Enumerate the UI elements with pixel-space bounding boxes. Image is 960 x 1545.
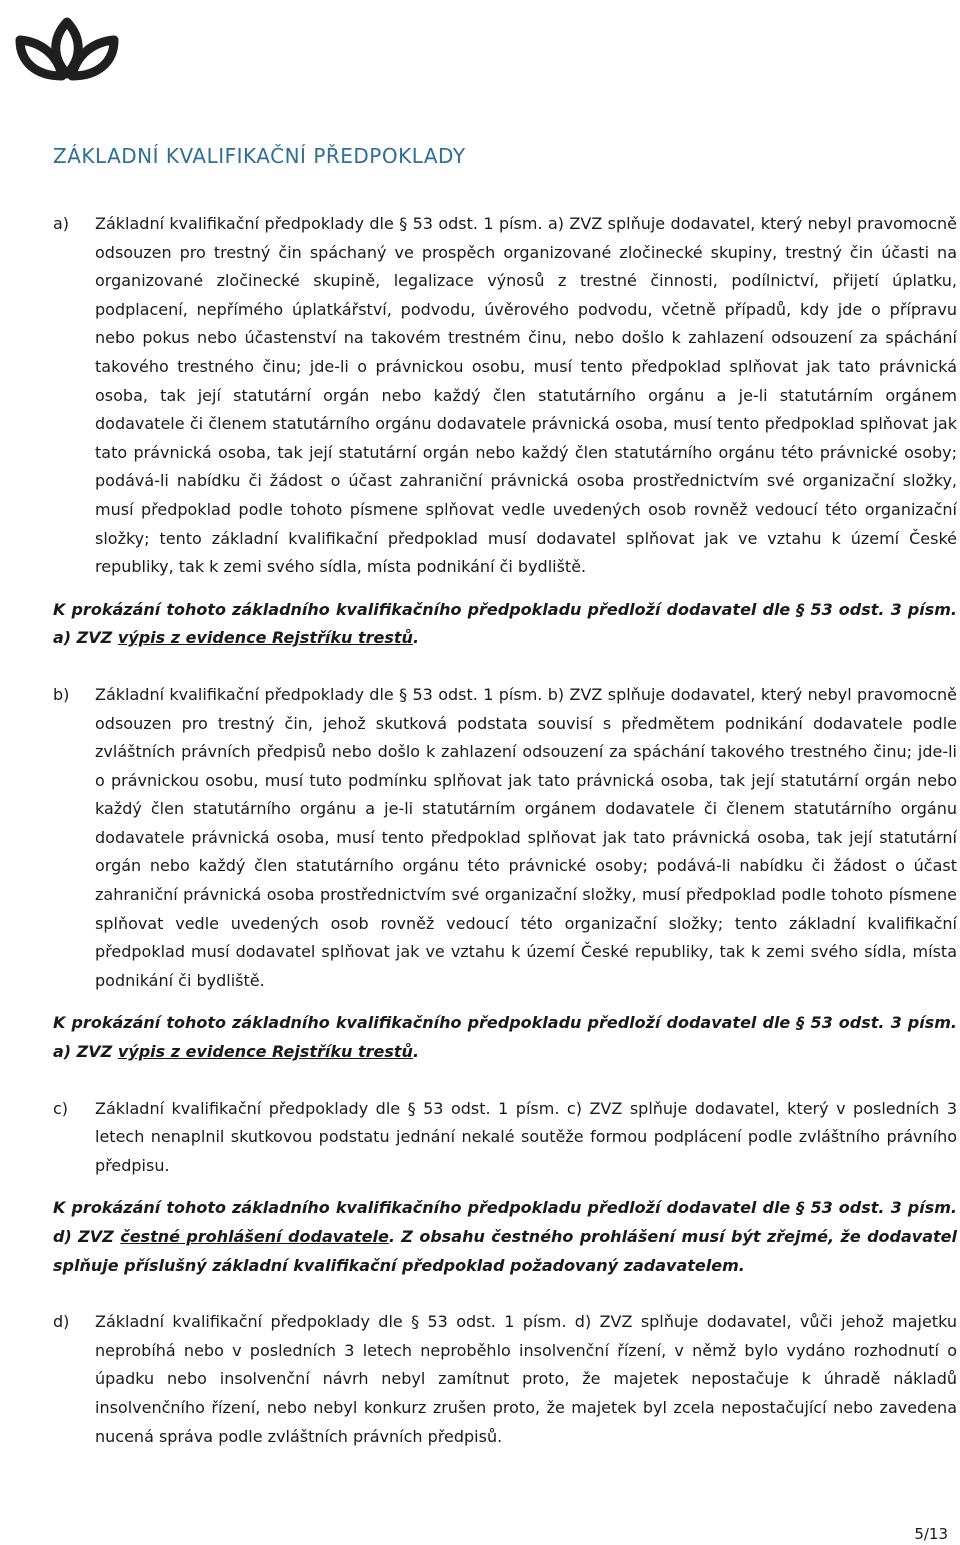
document-body bbox=[53, 210, 957, 1451]
note-text: K prokázání tohoto základního kvalifikačního předpokladu předloží dodavatel dle § 53 odst. 3 písm. a) ZVZ bbox=[53, 599, 957, 648]
proof-note-b bbox=[53, 1009, 957, 1066]
section-a bbox=[53, 210, 957, 582]
lotus-logo-icon bbox=[0, 0, 135, 105]
note-text-end: . bbox=[412, 1042, 420, 1062]
section-text: Základní kvalifikační předpoklady dle § 53 odst. 1 písm. d) ZVZ splňuje dodavatel, vůči jehož majetku neprobíhá nebo v posledních 3 letech neproběhlo insolvenční řízení, v němž bylo vydáno rozhodnutí o úpadku nebo insolvenční návrh nebyl zamítnut proto, že majetek nepostačuje k úhradě nákladů insolvenčního řízení, nebo nebyl konkurz zrušen proto, že majetek byl zcela nepostačující nebo zavedena nucená správa podle zvláštních právních předpisů. bbox=[95, 1312, 957, 1446]
section-text: Základní kvalifikační předpoklady dle § 53 odst. 1 písm. a) ZVZ splňuje dodavatel, který nebyl pravomocně odsouzen pro trestný čin spáchaný ve prospěch organizované zločinecké skupiny, trestný čin účasti na organizované zločinecké skupině, legalizace výnosů z trestné činnosti, podílnictví, přijetí úplatku, podplacení, nepřímého úplatkářství, podvodu, úvěrového podvodu, včetně případů, kdy jde o přípravu nebo pokus nebo účastenství na takovém trestném činu, nebo došlo k zahlazení odsouzení za spáchání takového trestného činu; jde-li o právnickou osobu, musí tento předpoklad splňovat jak tato právnická osoba, tak její statutární orgán nebo každý člen statutárního orgánu a je-li statutárním orgánem dodavatele či členem statutárního orgánu dodavatele právnická osoba, musí tento předpoklad splňovat jak tato právnická osoba, tak její statutární orgán nebo každý člen statutárního orgánu této právnické osoby; podává-li nabídku či žádost o účast zahraniční právnická osoba prostřednictvím své organizační složky, musí předpoklad podle tohoto písmene splňovat vedle uvedených osob rovněž vedoucí této organizační složky; tento základní kvalifikační předpoklad musí dodavatel splňovat jak ve vztahu k území České republiky, tak k zemi svého sídla, místa podnikání či bydliště. bbox=[95, 214, 957, 577]
section-text: Základní kvalifikační předpoklady dle § 53 odst. 1 písm. b) ZVZ splňuje dodavatel, který nebyl pravomocně odsouzen pro trestný čin, jehož skutková podstata souvisí s předmětem podnikání dodavatele podle zvláštních právních předpisů nebo došlo k zahlazení odsouzení za spáchání takového trestného činu; jde-li o právnickou osobu, musí tuto podmínku splňovat jak tato právnická osoba, tak její statutární orgán nebo každý člen statutárního orgánu a je-li statutárním orgánem dodavatele či členem statutárního orgánu dodavatele právnická osoba, musí tento předpoklad splňovat jak tato právnická osoba, tak její statutární orgán nebo každý člen statutárního orgánu této právnické osoby; podává-li nabídku či žádost o účast zahraniční právnická osoba prostřednictvím své organizační složky, musí předpoklad podle tohoto písmene splňovat vedle uvedených osob rovněž vedoucí této organizační složky; tento základní kvalifikační předpoklad musí dodavatel splňovat jak ve vztahu k území České republiky, tak k zemi svého sídla, místa podnikání či bydliště. bbox=[95, 684, 957, 990]
proof-note-c bbox=[53, 1194, 957, 1280]
section-b bbox=[53, 681, 957, 996]
section-label: a) bbox=[53, 214, 70, 233]
section-label: d) bbox=[53, 1312, 70, 1332]
note-text: K prokázání tohoto základního kvalifikačního předpokladu předloží dodavatel dle § 53 odst. 3 písm. d) ZVZ bbox=[53, 1198, 957, 1246]
note-text-end: . Z obsahu čestného prohlášení musí být zřejmé, že dodavatel splňuje příslušný základní kvalifikační předpoklad požadovaný zadavatelem. bbox=[53, 1227, 958, 1275]
section-c bbox=[53, 1095, 957, 1181]
document-reference: výpis z evidence Rejstříku trestů bbox=[117, 628, 413, 648]
page-title: ZÁKLADNÍ KVALIFIKAČNÍ PŘEDPOKLADY bbox=[53, 144, 466, 168]
note-text: K prokázání tohoto základního kvalifikačního předpokladu předloží dodavatel dle § 53 odst. 3 písm. a) ZVZ bbox=[53, 1013, 957, 1062]
document-reference: čestné prohlášení dodavatele bbox=[120, 1227, 389, 1246]
section-label: c) bbox=[53, 1098, 69, 1118]
section-label: b) bbox=[53, 684, 70, 704]
document-reference: výpis z evidence Rejstříku trestů bbox=[117, 1042, 413, 1062]
section-d bbox=[53, 1308, 957, 1451]
section-text: Základní kvalifikační předpoklady dle § 53 odst. 1 písm. c) ZVZ splňuje dodavatel, který v posledních 3 letech nenaplnil skutkovou podstatu jednání nekalé soutěže formou podplácení podle zvláštního právního předpisu. bbox=[95, 1098, 957, 1175]
page-number: 5/13 bbox=[914, 1525, 948, 1543]
proof-note-a bbox=[53, 596, 957, 653]
note-text-end: . bbox=[412, 628, 420, 648]
